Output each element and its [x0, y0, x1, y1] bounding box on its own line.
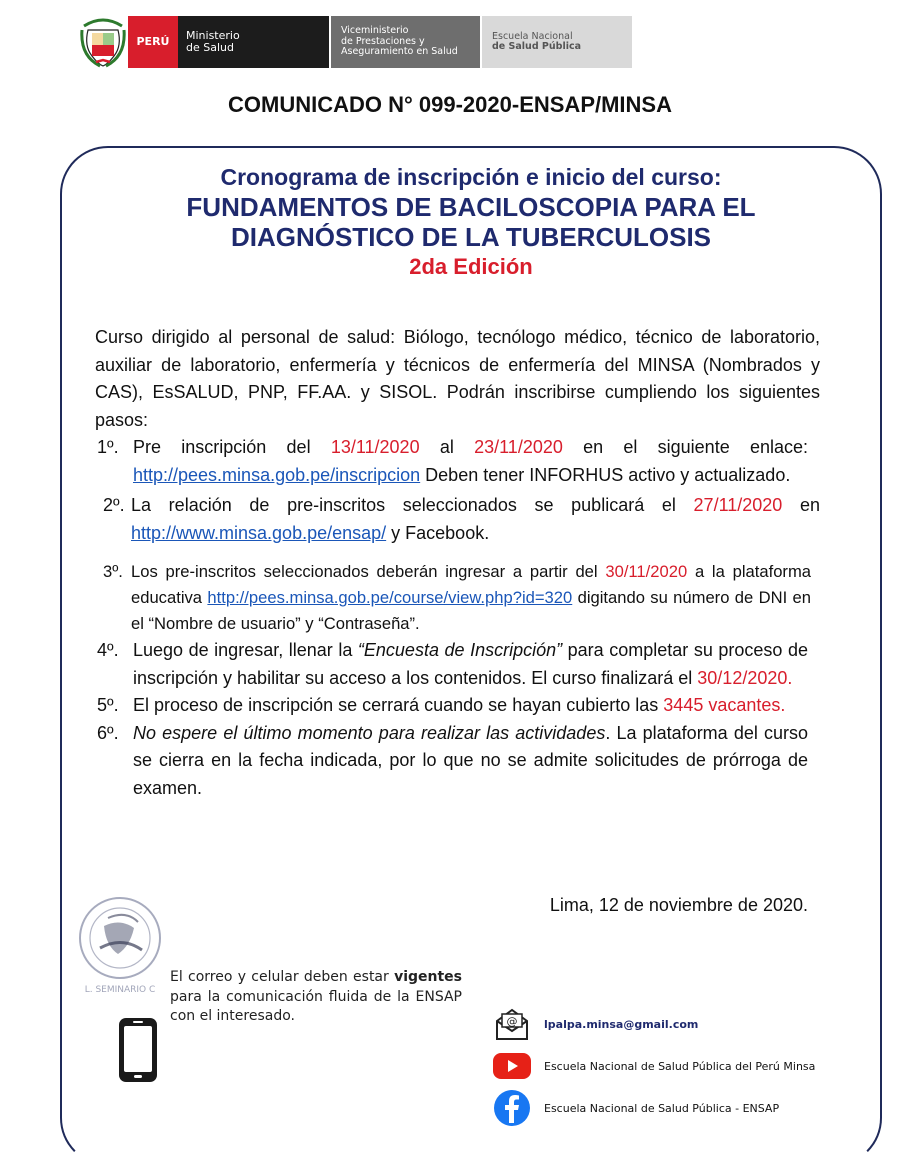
ministerio-line1: Ministerio: [186, 28, 240, 42]
intro-paragraph: Curso dirigido al personal de salud: Biólogo, tecnólogo médico, técnico de laboratorio, auxiliar de laboratorio, enfermería y técnicos de enfermería del MINSA (Nombrados y CAS), EsSALUD, PNP, FF.AA. y SISOL. Podrán inscribirse cumpliendo los siguientes pasos:: [95, 327, 820, 430]
vacancies-count: 3445 vacantes: [663, 695, 781, 715]
vice-line2: de Prestaciones y: [341, 35, 425, 47]
step-6: [97, 720, 820, 803]
step-number: 3º.: [103, 562, 123, 581]
date-course-end: 30/12/2020: [697, 667, 788, 688]
step-text-a: . La plataforma del curso se cierra en la fecha indicada, por lo que no se admite solicitudes de prórroga de examen.: [133, 722, 809, 798]
warning-text: No espere el último momento para realizar las actividades: [133, 722, 606, 743]
email-icon: [492, 1004, 532, 1044]
step-text-a: Luego de ingresar, llenar la: [133, 640, 358, 660]
course-title-block: [60, 163, 882, 282]
step-text-b: en: [782, 495, 820, 515]
email-address[interactable]: lpalpa.minsa@gmail.com: [544, 1017, 699, 1031]
facebook-icon: [492, 1088, 532, 1128]
date-access: 30/11/2020: [605, 562, 688, 581]
step-number: 4º.: [97, 640, 119, 660]
viceministerio-logo: [331, 16, 480, 68]
step-text-d: Deben tener INFORHUS activo y actualizado.: [420, 464, 791, 485]
contact-youtube: [492, 1046, 815, 1086]
step-text-c: digitando su número de DNI en el “Nombre de usuario” y “Contraseña”.: [131, 588, 811, 633]
facebook-page[interactable]: Escuela Nacional de Salud Pública - ENSAP: [544, 1101, 780, 1115]
vice-line1: Viceministerio: [341, 25, 409, 37]
date-line: Lima, 12 de noviembre de 2020.: [549, 895, 808, 915]
step-number: 2º.: [103, 495, 125, 515]
course-name-line1: FUNDAMENTOS DE BACILOSCOPIA PARA EL: [186, 192, 756, 222]
step-3: [103, 559, 820, 637]
step-text-b: para completar su proceso de inscripción y habilitar su acceso a los contenidos. El curso finalizará el: [133, 640, 808, 688]
contact-email: [492, 1004, 698, 1044]
step-number: 1º.: [97, 437, 119, 457]
step-text-b: al: [419, 437, 475, 457]
svg-text:@: @: [506, 1015, 518, 1028]
youtube-icon: [492, 1046, 532, 1086]
body-content: [95, 324, 820, 802]
note-text-b: para la comunicación fluida de la ENSAP con el interesado.: [170, 988, 462, 1024]
step-text: [133, 637, 808, 692]
step-text-c: en el siguiente enlace:: [562, 437, 808, 457]
svg-text:L. SEMINARIO C: L. SEMINARIO C: [84, 985, 156, 995]
step-2: [103, 492, 820, 547]
date-publication: 27/11/2020: [693, 495, 783, 515]
edition-label: 2da Edición: [409, 254, 533, 279]
step-5: [97, 692, 820, 720]
step-1: [97, 434, 820, 489]
step-text: [133, 434, 808, 489]
vice-line3: Aseguramiento en Salud: [341, 46, 458, 58]
coat-of-arms-icon: [80, 16, 126, 68]
contact-note: [170, 968, 462, 1027]
step-text-a: La relación de pre-inscritos seleccionados se publicará el: [131, 495, 694, 515]
date-start: 13/11/2020: [330, 437, 420, 457]
ministerio-logo: [178, 16, 329, 68]
survey-name: “Encuesta de Inscripción”: [357, 640, 563, 660]
step-text: [133, 720, 808, 803]
escuela-line2: de Salud Pública: [492, 41, 582, 52]
note-bold: vigentes: [394, 969, 462, 985]
step-number: 6º.: [97, 722, 119, 743]
step-text-a: Los pre-inscritos seleccionados deberán ingresar a partir del: [131, 562, 606, 581]
step-text-a: El proceso de inscripción se cerrará cuando se hayan cubierto las: [133, 695, 664, 715]
ensap-link[interactable]: http://www.minsa.gob.pe/ensap/: [131, 522, 387, 543]
peru-logo: [128, 16, 178, 68]
contact-facebook: [492, 1088, 779, 1128]
date-end: 23/11/2020: [474, 437, 563, 457]
mobile-phone-icon: [117, 1016, 159, 1084]
step-number: 5º.: [97, 695, 119, 715]
youtube-channel[interactable]: Escuela Nacional de Salud Pública del Perú Minsa: [544, 1059, 816, 1073]
seal-stamp-icon: [72, 888, 172, 998]
step-text-a: Pre inscripción del: [133, 437, 331, 457]
step-text-b: a la plataforma educativa: [131, 562, 811, 607]
course-subtitle: Cronograma de inscripción e inicio del curso:: [220, 164, 722, 190]
step-text: [131, 492, 820, 547]
step-text-c: y Facebook.: [386, 522, 490, 543]
note-text-a: El correo y celular deben estar: [170, 969, 395, 985]
step-text-c: .: [787, 667, 793, 688]
step-4: [97, 637, 820, 692]
inscripcion-link[interactable]: http://pees.minsa.gob.pe/inscripcion: [133, 464, 421, 485]
step-text: [133, 692, 808, 720]
course-link[interactable]: http://pees.minsa.gob.pe/course/view.php?id=320: [207, 588, 573, 607]
peru-label: PERÚ: [136, 34, 170, 48]
step-text: [131, 559, 811, 637]
ministerio-line2: de Salud: [186, 41, 234, 54]
step-text-c: .: [780, 695, 786, 715]
course-name-line2: DIAGNÓSTICO DE LA TUBERCULOSIS: [230, 222, 712, 252]
escuela-logo: [482, 16, 632, 68]
escuela-line1: Escuela Nacional: [492, 30, 573, 42]
comunicado-title: COMUNICADO N° 099-2020-ENSAP/MINSA: [228, 92, 672, 117]
